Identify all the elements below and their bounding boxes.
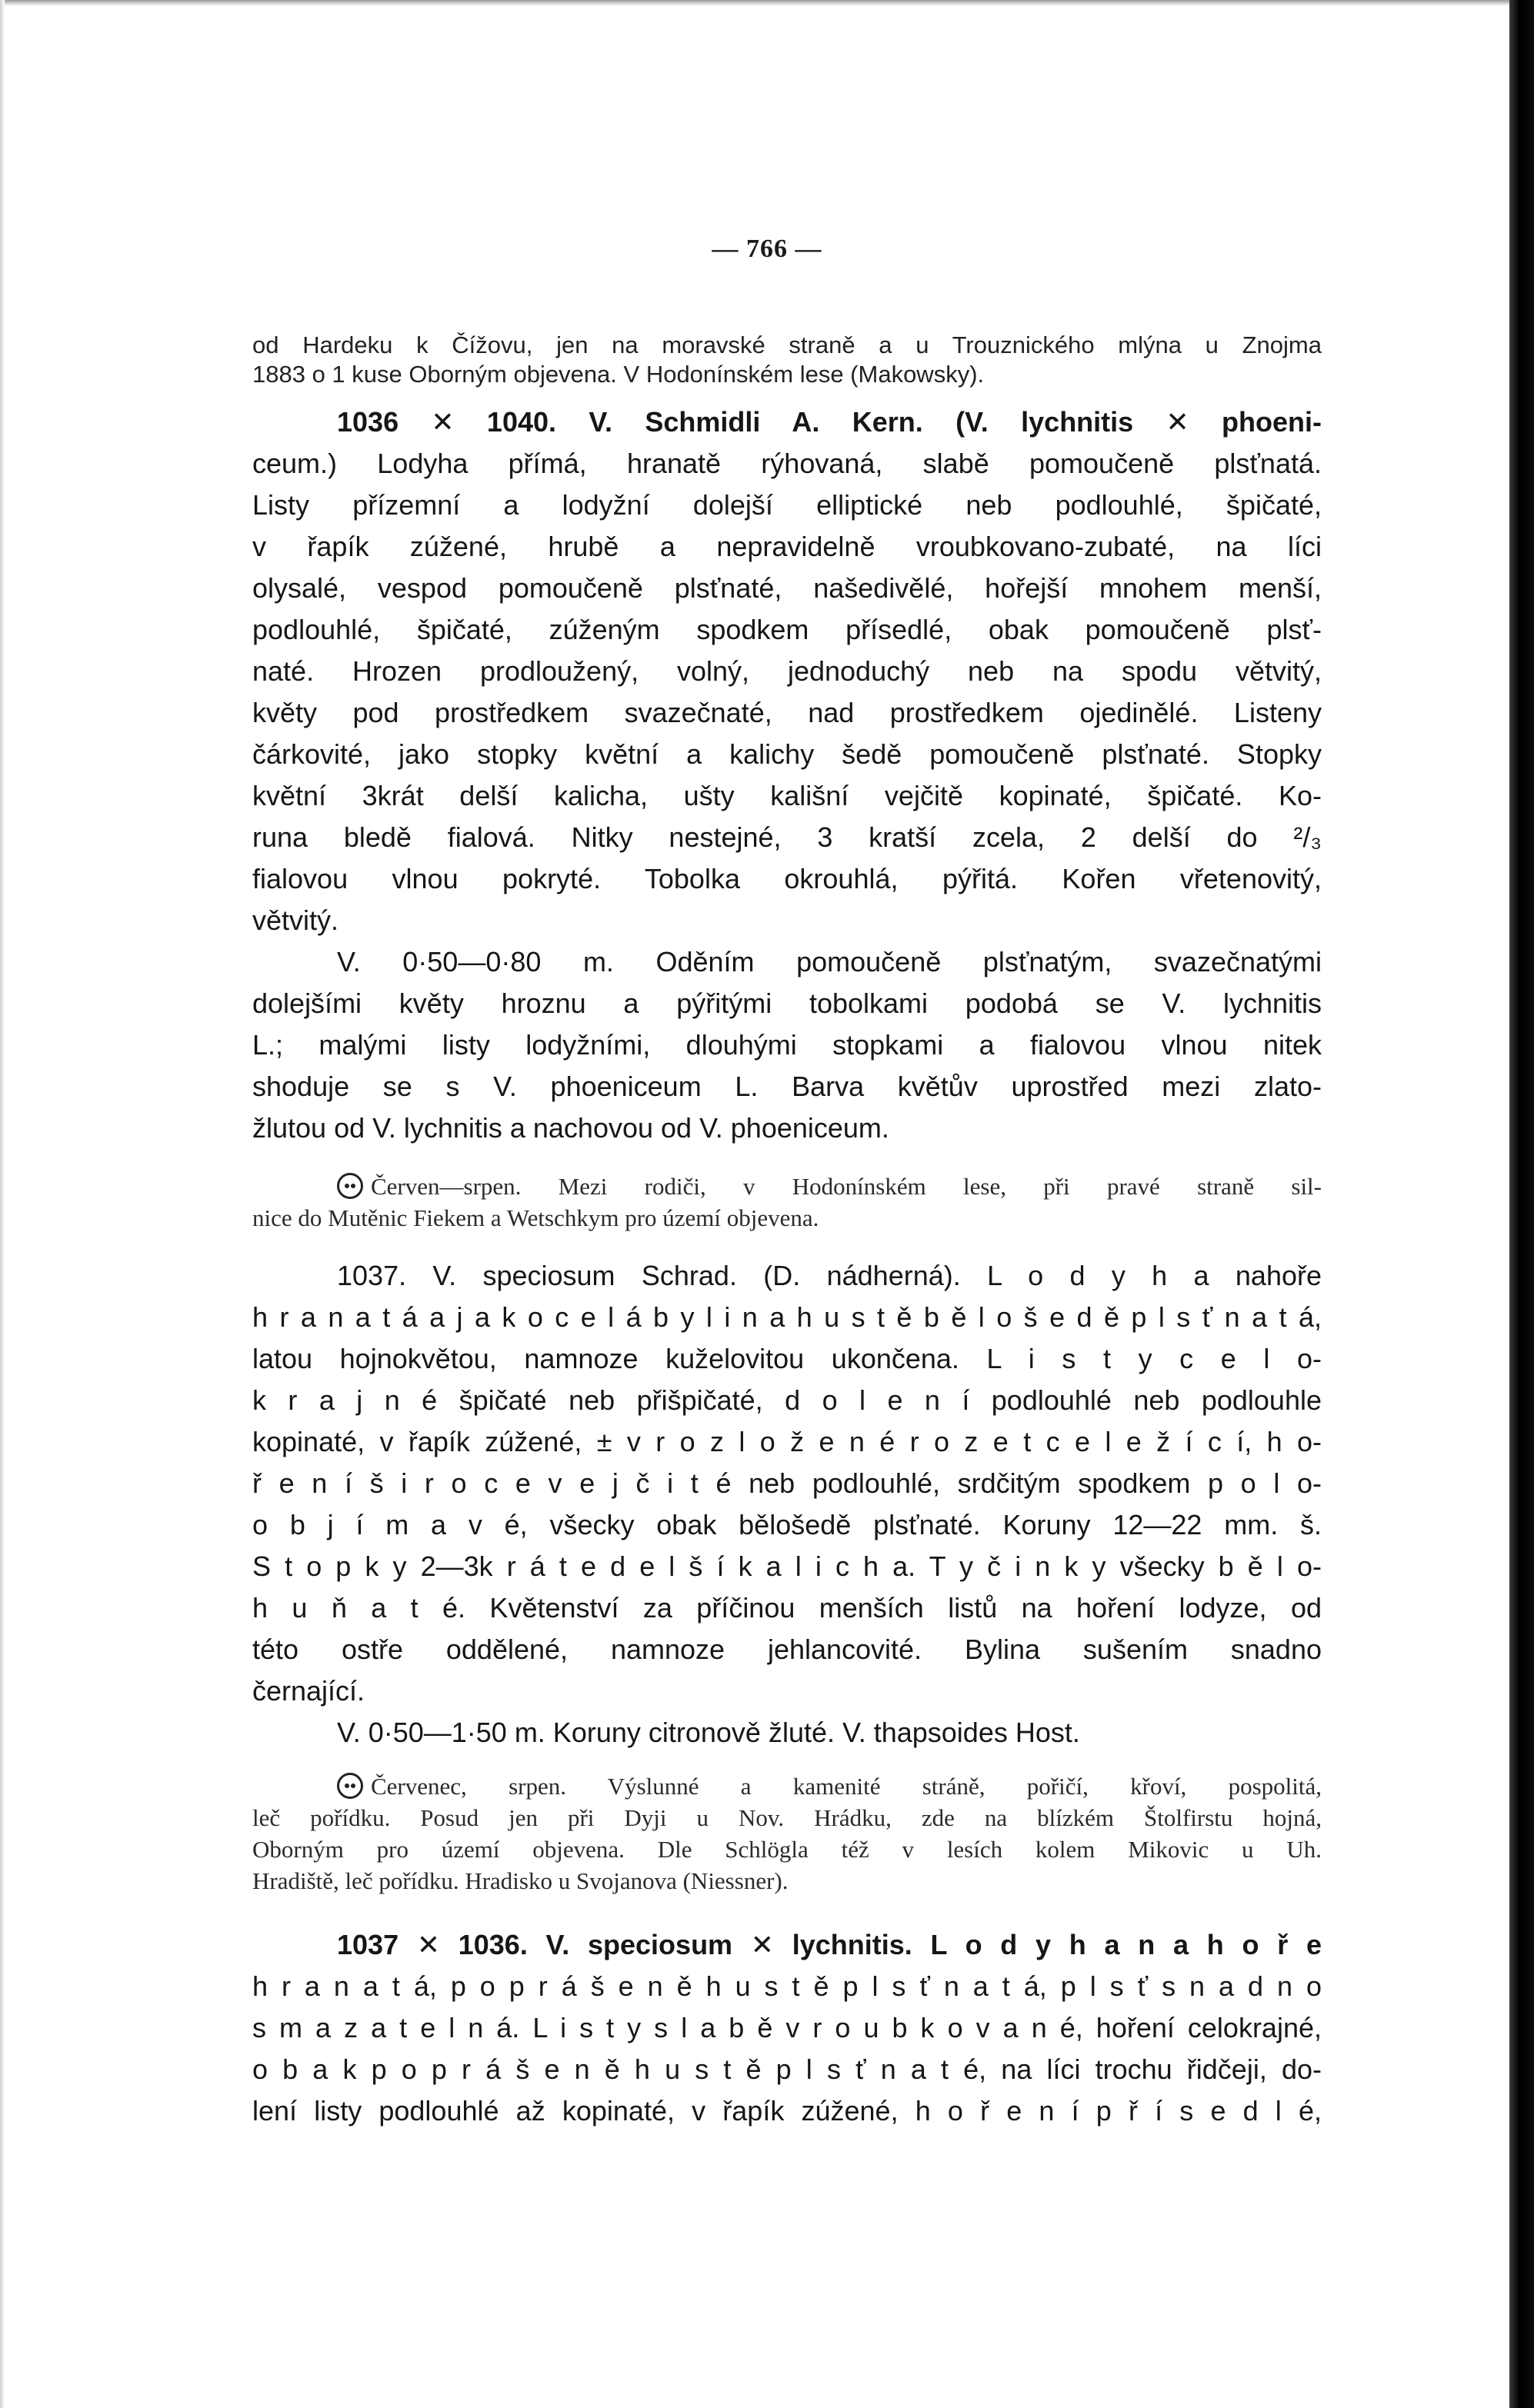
note-line: Oborným pro území objevena. Dle Schlögla též v lesích kolem Mikovic u Uh. — [252, 1836, 1322, 1863]
note-line — [252, 1171, 1322, 1202]
text-line: žlutou od V. lychnitis a nachovou od V. phoeniceum. — [252, 1112, 889, 1144]
text-line: čárkovité, jako stopky květní a kalichy šedě pomoučeně plsťnaté. Stopky — [252, 738, 1322, 770]
text-line: h r a n a t á a j a k o c e l á b y l i n a h u s t ě b ě l o š e d ě p l s ť n a t á, — [252, 1301, 1322, 1333]
text-line: L.; malými listy lodyžními, dlouhými stopkami a fialovou vlnou nitek — [252, 1029, 1322, 1061]
note-line: nice do Mutěnic Fiekem a Wetschkym pro území objevena. — [252, 1204, 819, 1231]
biennial-symbol-icon — [337, 1173, 363, 1199]
text-line: o b j í m a v é, všecky obak bělošedě plsťnaté. Koruny 12—22 mm. š. — [252, 1509, 1322, 1540]
entry-1037 — [252, 1255, 1322, 1754]
entry-heading-line: 1037. V. speciosum Schrad. (D. nádherná). L o d y h a nahoře — [337, 1260, 1322, 1291]
intro-paragraph — [252, 331, 1322, 389]
text-line: květy pod prostředkem svazečnaté, nad prostředkem ojedinělé. Listeny — [252, 697, 1322, 728]
measure-line: V. 0·50—0·80 m. Oděním pomoučeně plsťnatým, svazečnatými — [337, 946, 1322, 978]
text-line: ř e n í š i r o c e v e j č i t é neb podlouhlé, srdčitým spodkem p o l o- — [252, 1467, 1322, 1499]
text-line: černající. — [252, 1675, 365, 1707]
note-text: Červen—srpen. Mezi rodiči, v Hodonínském lese, při pravé straně sil- — [371, 1173, 1322, 1200]
text-line: v řapík zúžené, hrubě a nepravidelně vroubkovano-zubaté, na líci — [252, 531, 1322, 562]
biennial-symbol-icon — [337, 1773, 363, 1799]
text-line: S t o p k y 2—3k r á t e d e l š í k a l i c h a. T y č i n k y všecky b ě l o- — [252, 1550, 1322, 1582]
text-line: od Hardeku k Čížovu, jen na moravské straně a u Trouznického mlýna u Znojma — [252, 331, 1322, 358]
text-line: fialovou vlnou pokryté. Tobolka okrouhlá, pýřitá. Kořen vřetenovitý, — [252, 863, 1322, 894]
text-line: kopinaté, v řapík zúžené, ± v r o z l o ž e n é r o z e t c e l e ž í c í, h o- — [252, 1426, 1322, 1457]
note-line: Hradiště, leč pořídku. Hradisko u Svojanova (Niessner). — [252, 1867, 789, 1894]
text-line: runa bledě fialová. Nitky nestejné, 3 kratší zcela, 2 delší do ²/₃ — [252, 821, 1322, 853]
entry-1036x1040 — [252, 401, 1322, 1149]
text-line: o b a k p o p r á š e n ě h u s t ě p l s ť n a t é, na líci trochu řidčeji, do- — [252, 2053, 1322, 2085]
note-line: leč pořídku. Posud jen při Dyji u Nov. Hrádku, zde na blízkém Štolfirstu hojná, — [252, 1804, 1322, 1831]
entry-heading-line: 1037 ✕ 1036. V. speciosum ✕ lychnitis. L o d y h a n a h o ř e — [337, 1929, 1322, 1960]
text-line: dolejšími květy hroznu a pýřitými tobolkami podobá se V. lychnitis — [252, 988, 1322, 1019]
text-line: lení listy podlouhlé až kopinaté, v řapík zúžené, h o ř e n í p ř í s e d l é, — [252, 2095, 1322, 2127]
entry-1037x1036 — [252, 1924, 1322, 2132]
entry-heading-line: 1036 ✕ 1040. V. Schmidli A. Kern. (V. lychnitis ✕ phoeni- — [337, 406, 1322, 438]
text-line: podlouhlé, špičaté, zúženým spodkem přísedlé, obak pomoučeně plsť- — [252, 614, 1322, 645]
page-number: — 766 — — [712, 235, 822, 263]
text-line: h u ň a t é. Květenství za příčinou menších listů na hoření lodyze, od — [252, 1592, 1322, 1624]
note-line — [252, 1770, 1322, 1802]
entry-1036x1040-note — [252, 1171, 1322, 1234]
text-line: shoduje se s V. phoeniceum L. Barva květův uprostřed mezi zlato- — [252, 1071, 1322, 1102]
text-line: ceum.) Lodyha přímá, hranatě rýhovaná, slabě pomoučeně plsťnatá. — [252, 448, 1322, 479]
page-left-edge — [0, 0, 5, 2408]
entry-1037-note — [252, 1770, 1322, 1897]
measure-line: V. 0·50—1·50 m. Koruny citronově žluté. V. thapsoides Host. — [337, 1717, 1080, 1748]
text-line: olysalé, vespod pomoučeně plsťnaté, našedivělé, hořejší mnohem menší, — [252, 572, 1322, 604]
text-line: větvitý. — [252, 904, 339, 936]
page-right-edge — [1509, 0, 1534, 2408]
page-top-edge — [0, 0, 1534, 6]
text-line: k r a j n é špičaté neb přišpičaté, d o l e n í podlouhlé neb podlouhle — [252, 1384, 1322, 1416]
text-line: s m a z a t e l n á. L i s t y s l a b ě v r o u b k o v a n é, hoření celokrajné, — [252, 2012, 1322, 2043]
text-line: naté. Hrozen prodloužený, volný, jednoduchý neb na spodu větvitý, — [252, 655, 1322, 687]
text-line: h r a n a t á, p o p r á š e n ě h u s t ě p l s ť n a t á, p l s ť s n a d n o — [252, 1970, 1322, 2002]
note-text: Červenec, srpen. Výslunné a kamenité stráně, pořičí, křoví, pospolitá, — [371, 1773, 1322, 1800]
text-line: latou hojnokvětou, namnoze kuželovitou ukončena. L i s t y c e l o- — [252, 1343, 1322, 1374]
text-line: této ostře oddělené, namnoze jehlancovité. Bylina sušením snadno — [252, 1634, 1322, 1665]
text-line: 1883 o 1 kuse Oborným objevena. V Hodonínském lese (Makowsky). — [252, 361, 985, 388]
text-line: květní 3krát delší kalicha, ušty kališní vejčitě kopinaté, špičaté. Ko- — [252, 780, 1322, 811]
text-line: Listy přízemní a lodyžní dolejší elliptické neb podlouhlé, špičaté, — [252, 489, 1322, 521]
